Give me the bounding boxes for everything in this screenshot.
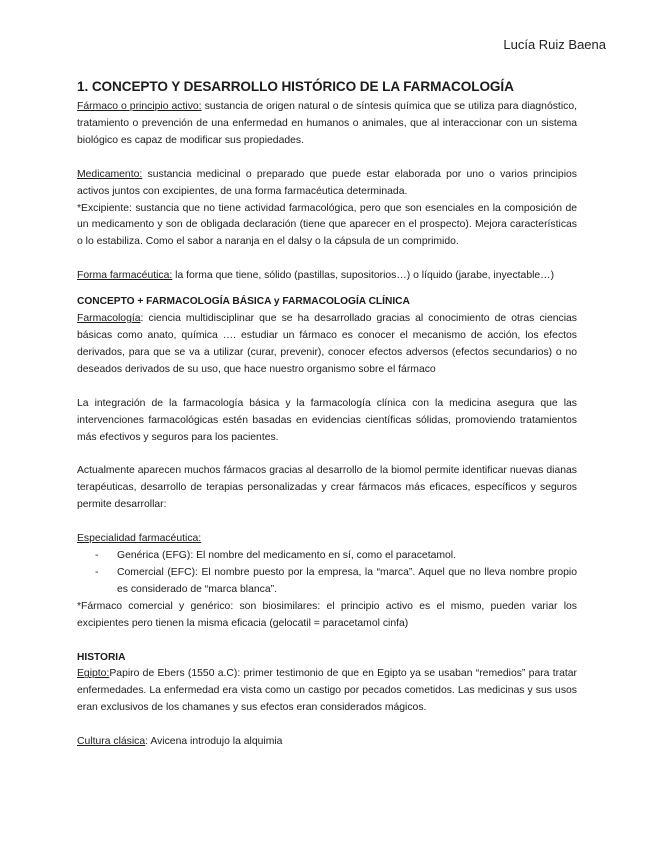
especialidad-heading	[77, 531, 577, 548]
egipto-paragraph	[77, 666, 577, 717]
author-name: Lucía Ruiz Baena	[503, 37, 606, 52]
medicamento-definition: sustancia medicinal o preparado que puede estar elaborada por uno o varios principios activos juntos con excipientes, de una forma farmacéutica determinada.	[77, 168, 577, 197]
clasica-text: : Avicena introdujo la alquimia	[145, 736, 283, 748]
farmacologia-paragraph	[77, 311, 577, 379]
medicamento-term: Medicamento:	[77, 168, 143, 180]
medicamento-paragraph	[77, 167, 577, 201]
biosimilares-note: *Fármaco comercial y genérico: son biosimilares: el principio activo es el mismo, pueden variar los excipientes pero tienen la misma eficacia (gelocatil = paracetamol cinfa)	[77, 600, 577, 629]
forma-term: Forma farmacéutica:	[77, 270, 173, 282]
forma-paragraph	[77, 268, 577, 285]
especialidad-list	[77, 548, 577, 599]
egipto-term: Egipto:	[77, 668, 110, 680]
farmacologia-definition: : ciencia multidisciplinar que se ha desarrollado gracias al conocimiento de otras ciencias básicas como anato, química …. estudiar un fármaco es conocer el mecanismo de acción, los efectos derivados, para que se va a utilizar (curar, prevenir), conocer efectos adversos (efectos secundarios) o no deseados derivados de su uso, que hace nuestro organismo sobre el fármaco	[77, 313, 577, 375]
actualmente-paragraph: Actualmente aparecen muchos fármacos gracias al desarrollo de la biomol permite identificar nuevas dianas terapéuticas, desarrollo de terapias personalizadas y crear fármacos más eficaces, específicos y seguros permite desarrollar:	[77, 465, 577, 511]
clasica-term: Cultura clásica	[77, 736, 146, 748]
farmaco-paragraph	[77, 99, 577, 150]
concepto-heading: CONCEPTO + FARMACOLOGÍA BÁSICA y FARMACOLOGÍA CLÍNICA	[77, 296, 410, 308]
egipto-text: Papiro de Ebers (1550 a.C): primer testimonio de que en Egipto ya se usaban “remedios” para tratar enfermedades. La enfermedad era vista como un castigo por pecados cometidos. Las medicinas y sus usos eran exclusivos de los chamanes y sus efectos eran considerados mágicos.	[77, 668, 577, 714]
farmaco-term: Fármaco o principio activo:	[77, 101, 202, 112]
clasica-paragraph	[77, 734, 577, 751]
section-title: 1. CONCEPTO Y DESARROLLO HISTÓRICO DE LA FARMACOLOGÍA	[77, 79, 514, 94]
farmaco-definition: sustancia de origen natural o de síntesis química que se utiliza para diagnóstico, tratamiento o prevención de una enfermedad en humanos o animales, que al interaccionar con un sistema biológico es capaz de modificar sus propiedades.	[77, 101, 577, 146]
excipiente-note: *Excipiente: sustancia que no tiene actividad farmacológica, pero que son esenciales en la composición de un medicamento y son de obligada declaración (tiene que aparecer en el prospecto). Mejora características o lo estabiliza. Como el sabor a naranja en el dalsy o la cápsula de un comprimido.	[77, 202, 577, 248]
forma-definition: la forma que tiene, sólido (pastillas, supositorios…) o líquido (jarabe, inyectable…)	[172, 270, 555, 282]
list-item: - Genérica (EFG): El nombre del medicamento en sí, como el paracetamol.	[95, 548, 577, 565]
historia-heading: HISTORIA	[77, 651, 126, 663]
especialidad-term: Especialidad farmacéutica:	[77, 533, 202, 545]
document-body	[77, 78, 577, 751]
farmacologia-term: Farmacología	[77, 313, 141, 325]
integracion-paragraph: La integración de la farmacología básica y la farmacología clínica con la medicina asegura que las intervenciones farmacológicas estén basadas en evidencias científicas sólidas, promoviendo tratamientos más efectivos y seguros para los pacientes.	[77, 397, 577, 443]
list-item: - Comercial (EFC): El nombre puesto por la empresa, la “marca”. Aquel que no lleva nombre propio es considerado de “marca blanca”.	[95, 565, 577, 599]
